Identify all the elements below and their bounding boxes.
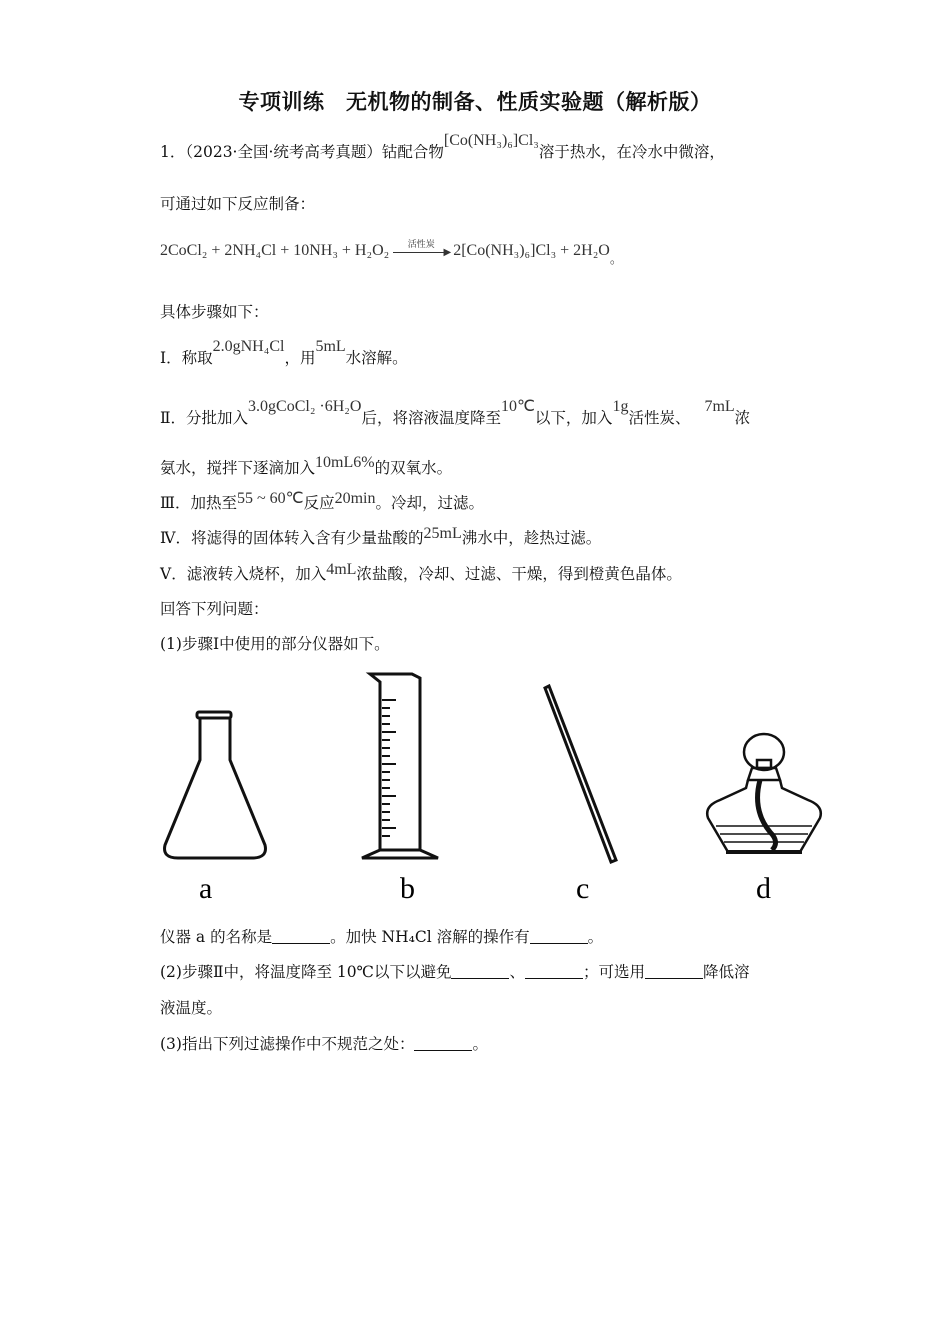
answer-heading: 回答下列问题： (160, 600, 269, 618)
step-1-text-3: 水溶解。 (345, 349, 408, 367)
step-3 (160, 491, 484, 513)
sub-question-1-heading: (1)步骤Ⅰ中使用的部分仪器如下。 (160, 635, 390, 653)
step-2-carbon: 1g (612, 398, 629, 415)
instrument-label-c: c (576, 872, 590, 905)
step-2-text-7: 的双氧水。 (374, 459, 453, 477)
sub-2-text-2: 、 (509, 963, 525, 981)
step-2-ammonia: 7mL (704, 398, 735, 415)
reaction-equation (160, 239, 623, 266)
step-2-peroxide: 10mL6% (315, 454, 375, 471)
graduated-cylinder-icon (362, 674, 438, 858)
question-intro-text: 1．（2023·全国·统考高考真题）钴配合物 (160, 143, 444, 161)
step-1 (160, 338, 408, 368)
instruments-figure (0, 660, 950, 910)
step-2-text-6: 氨水，搅拌下逐滴加入 (160, 459, 316, 477)
sub-3-text-2: 。 (472, 1035, 488, 1053)
step-2 (160, 398, 751, 428)
sub-2-text: (2)步骤Ⅱ中，将温度降至 10℃以下以避免 (160, 963, 452, 981)
instrument-label-b: b (400, 872, 415, 905)
answer-blank[interactable] (272, 929, 330, 944)
page-title: 专项训练 无机物的制备、性质实验题（解析版） (238, 89, 712, 114)
complex-formula: [Co(NH₃)₆]Cl₃ (443, 132, 539, 149)
instrument-label-d: d (756, 872, 771, 905)
steps-heading: 具体步骤如下： (160, 303, 269, 321)
answer-blank[interactable] (414, 1036, 472, 1051)
step-5-text-2: 浓盐酸，冷却、过滤、干燥，得到橙黄色晶体。 (356, 565, 682, 583)
step-5 (160, 562, 682, 584)
sub-1-text-3: 。 (587, 928, 604, 946)
conical-flask-icon (165, 712, 266, 858)
sub-2-text-3: ；可选用 (583, 963, 646, 981)
step-2-text: Ⅱ．分批加入 (160, 409, 249, 427)
step-4-volume: 25mL (423, 525, 462, 542)
step-2-text-4: 活性炭、 (628, 409, 691, 427)
glass-rod-icon (545, 686, 616, 862)
step-5-text: Ⅴ．滤液转入烧杯，加入 (160, 565, 327, 583)
step-5-volume: 4mL (326, 561, 357, 578)
sub-question-2 (160, 960, 750, 982)
sub-1-text-2: 。加快 NH₄Cl 溶解的操作有 (330, 928, 530, 946)
step-1-text: Ⅰ．称取 (160, 349, 213, 367)
step-2-text-5: 浓 (734, 409, 751, 427)
reaction-end: 。 (609, 251, 623, 266)
step-2-temp: 10℃ (500, 398, 535, 415)
step-3-text-2: 反应 (303, 494, 335, 512)
step-2-text-3: 以下，加入 (534, 409, 613, 427)
answer-blank[interactable] (645, 964, 703, 979)
reaction-right: 2[Co(NH₃)₆]Cl₃ + 2H₂O (453, 242, 610, 259)
step-3-text: Ⅲ．加热至 (160, 494, 237, 512)
sub-question-3 (160, 1032, 488, 1054)
step-4-text: Ⅳ．将滤得的固体转入含有少量盐酸的 (160, 529, 424, 547)
step-3-time: 20min (334, 490, 376, 507)
sub-1-text: 仪器 a 的名称是 (160, 928, 273, 946)
step-4-text-2: 沸水中，趁热过滤。 (461, 529, 602, 547)
answer-blank[interactable] (530, 929, 588, 944)
reaction-left: 2CoCl₂ + 2NH₄Cl + 10NH₃ + H₂O₂ (160, 242, 390, 259)
question-intro-text-2: 溶于热水，在冷水中微溶， (538, 143, 725, 161)
answer-blank[interactable] (525, 964, 583, 979)
step-2-text-2: 后，将溶液温度降至 (361, 409, 501, 427)
step-1-text-2: ，用 (284, 349, 316, 367)
instrument-label-a: a (199, 872, 213, 905)
sub-question-1 (160, 925, 603, 947)
step-1-volume: 5mL (315, 338, 346, 355)
step-3-temp: 55 ~ 60℃ (236, 490, 304, 507)
sub-2-text-4: 降低溶 (703, 963, 750, 981)
step-4 (160, 526, 601, 548)
step-1-mass: 2.0gNH₄Cl (212, 338, 285, 355)
alcohol-lamp-icon (707, 734, 821, 852)
step-3-text-3: 。冷却，过滤。 (375, 494, 484, 512)
reaction-condition: 活性炭 (407, 239, 435, 249)
step-2-cont (160, 456, 452, 478)
step-2-mass: 3.0gCoCl₂ ·6H₂O (248, 398, 362, 415)
sub-3-text: (3)指出下列过滤操作中不规范之处： (160, 1035, 415, 1053)
question-intro-line (160, 132, 725, 162)
answer-blank[interactable] (451, 964, 509, 979)
reaction-arrow: $^{活性炭}$ ▶ (393, 242, 449, 260)
sub-question-2-cont: 液温度。 (160, 999, 223, 1017)
question-intro-line-2: 可通过如下反应制备： (160, 195, 316, 213)
